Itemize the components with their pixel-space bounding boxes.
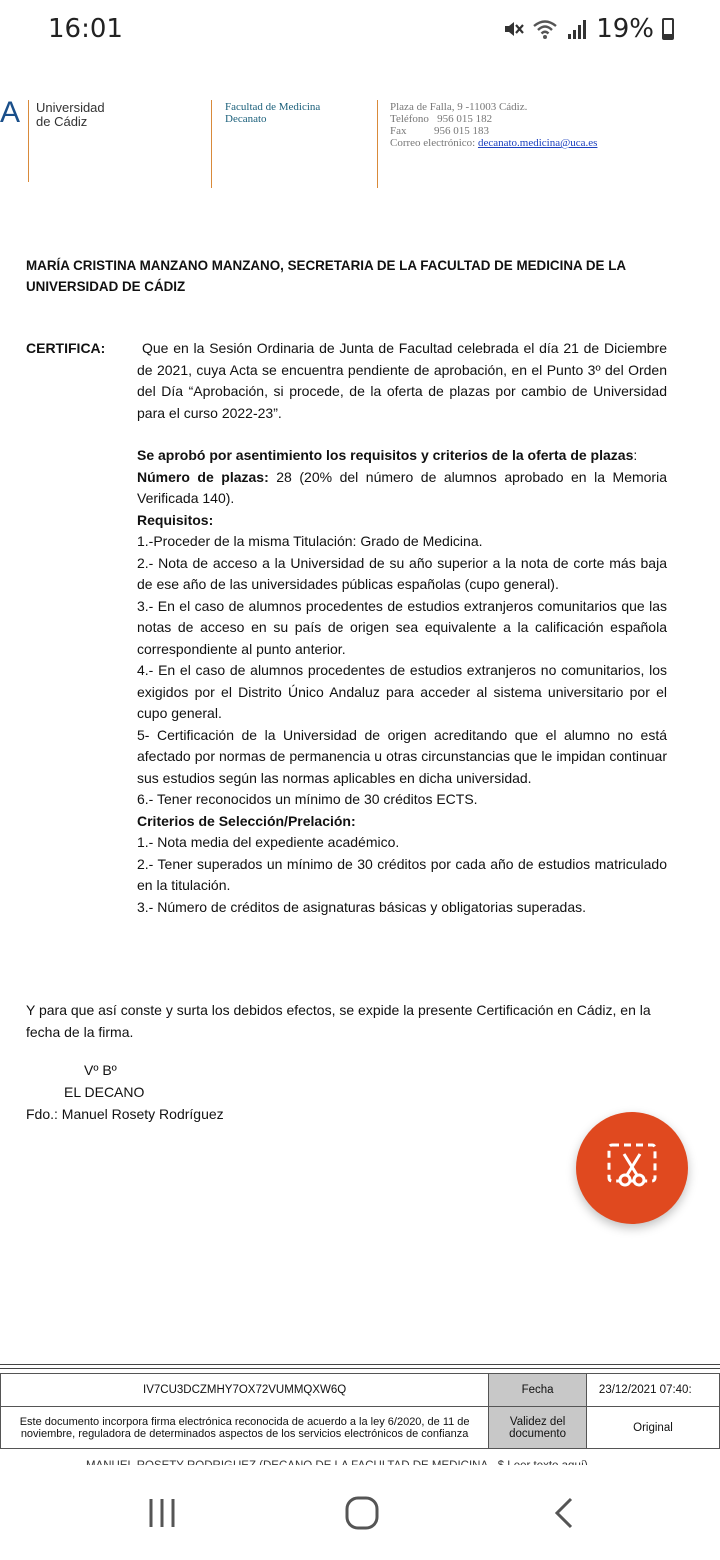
criterio-item: 2.- Tener superados un mínimo de 30 créditos por cada año de estudios matriculado en la titulación. bbox=[137, 855, 667, 893]
fecha-label: Fecha bbox=[489, 1374, 587, 1407]
scissors-select-icon bbox=[606, 1142, 658, 1195]
approval-heading bbox=[137, 445, 667, 467]
requisito-item: 1.-Proceder de la misma Titulación: Grado de Medicina. bbox=[137, 533, 483, 549]
university-logo-letter: A bbox=[0, 96, 21, 129]
university-name bbox=[36, 101, 105, 129]
criterio-item: 3.- Número de créditos de asignaturas básicas y obligatorias superadas. bbox=[137, 898, 587, 915]
university-name-line1: Universidad bbox=[36, 100, 105, 115]
intro-paragraph: Que en la Sesión Ordinaria de Junta de Facultad celebrada el día 21 de Diciembre de 2021, cuya Acta se encuentra pendiente de aprobación, en el Punto 3º del Orden del Día “Aprobación, si procede, de la oferta de plazas por cambio de Universidad para el curso 2022-23”. bbox=[137, 340, 667, 421]
phone-line: Teléfono 956 015 182 bbox=[390, 113, 493, 125]
fax-line: Fax 956 015 183 bbox=[390, 125, 489, 137]
header-divider bbox=[211, 100, 212, 188]
home-button[interactable] bbox=[345, 1496, 379, 1535]
status-time: 16:01 bbox=[48, 14, 123, 44]
university-name-line2: de Cádiz bbox=[36, 114, 88, 129]
validez-value: Original bbox=[586, 1407, 719, 1449]
header-divider bbox=[377, 100, 378, 188]
approval-tail: : bbox=[633, 447, 638, 463]
criterio-item: 1.- Nota media del expediente académico. bbox=[137, 834, 400, 850]
requisito-item: 5- Certificación de la Universidad de origen acreditando que el alumno no está afectado por normas de permanencia u otras circunstancias que le impidan continuar sus estudios según las normas aplicables en dicha universidad. bbox=[137, 726, 667, 786]
requisito-item: 4.- En el caso de alumnos procedentes de estudios extranjeros no comunitarios, los exigidos por el Distrito Único Andaluz para acceder al sistema universitario por el cupo general. bbox=[137, 662, 667, 721]
certificate-body bbox=[137, 338, 667, 918]
criterios-heading: Criterios de Selección/Prelación: bbox=[137, 812, 356, 829]
email-link[interactable]: decanato.medicina@uca.es bbox=[477, 137, 598, 149]
vobo-label: Vº Bº bbox=[84, 1062, 117, 1078]
num-plazas-value: 28 (20% del número de alumnos aprobado en la Memoria Verificada 140). bbox=[137, 468, 667, 506]
wifi-icon bbox=[532, 18, 558, 40]
criterios-label bbox=[137, 811, 667, 833]
requisitos-heading: Requisitos: bbox=[137, 511, 214, 528]
email-line bbox=[390, 137, 597, 149]
num-plazas-label: Número de plazas: bbox=[137, 468, 269, 485]
signal-icon bbox=[566, 18, 588, 40]
signer-line-cut bbox=[86, 1456, 588, 1464]
recent-apps-button[interactable] bbox=[147, 1497, 177, 1534]
recent-apps-icon bbox=[147, 1516, 177, 1533]
document-title: MARÍA CRISTINA MANZANO MANZANO, SECRETARIA DE LA FACULTAD DE MEDICINA DE LA UNIVERSIDAD DE CÁDIZ bbox=[26, 258, 626, 294]
electronic-signature-notice: Este documento incorpora firma electrónica reconocida de acuerdo a la ley 6/2020, de 11 de noviembre, reguladora de determinados aspectos de los servicios electrónicos de confianza bbox=[1, 1407, 489, 1449]
battery-percent: 19% bbox=[596, 14, 654, 44]
email-label: Correo electrónico: bbox=[390, 137, 478, 149]
screenshot-select-button[interactable] bbox=[576, 1112, 688, 1224]
closing-paragraph: Y para que así conste y surta los debidos efectos, se expide la presente Certificación en Cádiz, en la fecha de la firma. bbox=[26, 1002, 651, 1040]
back-icon bbox=[553, 1516, 575, 1533]
signature-table bbox=[0, 1373, 720, 1449]
requisitos-label bbox=[137, 510, 667, 532]
requisito-item: 3.- En el caso de alumnos procedentes de estudios extranjeros comunitarios que las notas de acceso en su país de origen sea equivalente a la calificación española correspondiente al punto anterior. bbox=[137, 597, 667, 657]
faculty-line2: Decanato bbox=[225, 113, 267, 125]
approval-bold: Se aprobó por asentimiento los requisitos y criterios de la oferta de plazas bbox=[137, 447, 634, 463]
status-bar bbox=[0, 0, 720, 62]
footer-rule bbox=[0, 1364, 720, 1365]
decano-label: EL DECANO bbox=[64, 1084, 145, 1100]
faculty-contact bbox=[390, 101, 597, 149]
validez-label: Validez del documento bbox=[489, 1407, 587, 1449]
battery-icon bbox=[662, 18, 674, 40]
requisito-item: 2.- Nota de acceso a la Universidad de su año superior a la nota de corte más baja de ese año de las universidades públicas españolas (cupo general). bbox=[137, 554, 667, 592]
signed-by: Fdo.: Manuel Rosety Rodríguez bbox=[26, 1106, 224, 1122]
fecha-value: 23/12/2021 07:40: bbox=[586, 1374, 719, 1407]
mute-icon bbox=[502, 18, 524, 40]
address-line: Plaza de Falla, 9 -11003 Cádiz. bbox=[390, 101, 528, 113]
requisito-item: 6.- Tener reconocidos un mínimo de 30 créditos ECTS. bbox=[137, 791, 478, 807]
faculty-line1: Facultad de Medicina bbox=[225, 101, 321, 113]
footer-rule bbox=[0, 1368, 720, 1369]
back-button[interactable] bbox=[553, 1497, 575, 1534]
faculty-name bbox=[225, 101, 320, 125]
header-divider bbox=[28, 100, 29, 182]
home-icon bbox=[345, 1517, 379, 1534]
num-plazas bbox=[137, 467, 667, 510]
status-icons bbox=[502, 14, 674, 44]
certifica-label: CERTIFICA: bbox=[26, 340, 106, 356]
verification-code: IV7CU3DCZMHY7OX72VUMMQXW6Q bbox=[1, 1374, 489, 1407]
